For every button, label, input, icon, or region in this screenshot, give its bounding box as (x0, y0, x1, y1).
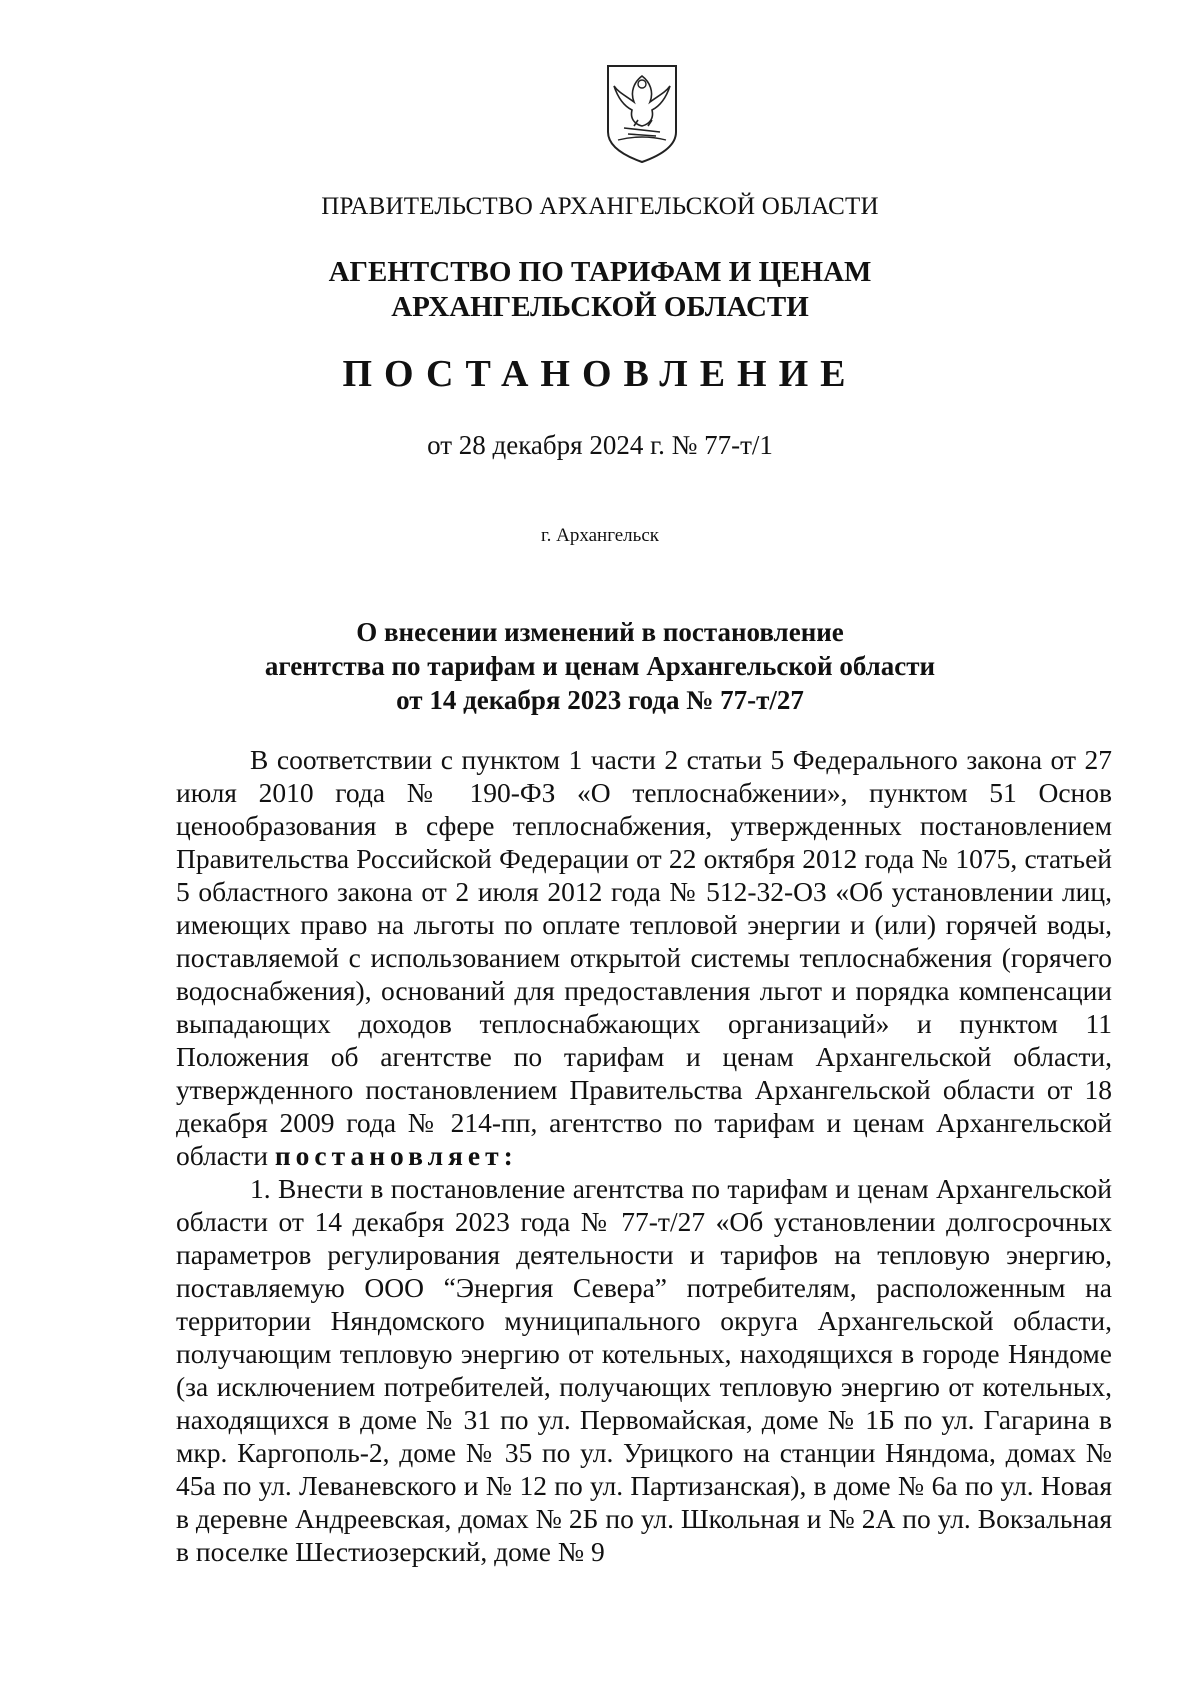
coat-of-arms-icon (604, 62, 680, 164)
preamble-text: В соответствии с пунктом 1 части 2 статьи 5 Федерального закона от 27 июля 2010 года № 190-ФЗ «О теплоснабжении», пунктом 51 Основ ценообразования в сфере теплоснабжения, утвержденных постановлением Правительства Российской Федерации от 22 октября 2012 года № 1075, статьей 5 областного закона от 2 июля 2012 года № 512-32-ОЗ «Об установлении лиц, имеющих право на льготы по оплате тепловой энергии и (или) горячей воды, поставляемой с использованием открытой системы теплоснабжения (горячего водоснабжения), оснований для предоставления льгот и порядка компенсации выпадающих доходов теплоснабжающих организаций» и пунктом 11 Положения об агентстве по тарифам и ценам Архангельской области, утвержденного постановлением Правительства Архангельской области от 18 декабря 2009 года № 214-пп, агентство по тарифам и ценам Архангельской области (176, 744, 1112, 1171)
document-body (176, 743, 1112, 1568)
agency-name-line2: АРХАНГЕЛЬСКОЙ ОБЛАСТИ (391, 291, 809, 323)
document-subject (0, 615, 1200, 717)
document-date-number: от 28 декабря 2024 г. № 77-т/1 (427, 430, 773, 460)
government-name: ПРАВИТЕЛЬСТВО АРХАНГЕЛЬСКОЙ ОБЛАСТИ (321, 193, 879, 220)
document-city: г. Архангельск (540, 525, 659, 546)
decree-word: постановляет: (274, 1140, 518, 1171)
agency-name (0, 255, 1200, 325)
item-1-paragraph: 1. Внести в постановление агентства по тарифам и ценам Архангельской области от 14 декабря 2023 года № 77-т/27 «Об установлении долгосрочных параметров регулирования деятельности и тарифов на тепловую энергию, поставляемую ООО “Энергия Севера” потребителям, расположенным на территории Няндомского муниципального округа Архангельской области, получающим тепловую энергию от котельных, находящихся в городе Няндоме (за исключением потребителей, получающих тепловую энергию от котельных, находящихся в доме № 31 по ул. Первомайская, доме № 1Б по ул. Гагарина в мкр. Каргополь-2, доме № 35 по ул. Урицкого на станции Няндома, домах № 45а по ул. Леваневского и № 12 по ул. Партизанская), в доме № 6а по ул. Новая в деревне Андреевская, домах № 2Б по ул. Школьная и № 2А по ул. Вокзальная в поселке Шестиозерский, доме № 9 (176, 1173, 1112, 1567)
subject-line1: О внесении изменений в постановление (356, 617, 844, 647)
preamble-paragraph (176, 743, 1112, 1172)
document-type-title: ПОСТАНОВЛЕНИЕ (342, 353, 858, 395)
subject-line2: агентства по тарифам и ценам Архангельской области (264, 651, 936, 681)
subject-line3: от 14 декабря 2023 года № 77-т/27 (396, 685, 804, 715)
agency-name-line1: АГЕНТСТВО ПО ТАРИФАМ И ЦЕНАМ (328, 256, 872, 288)
